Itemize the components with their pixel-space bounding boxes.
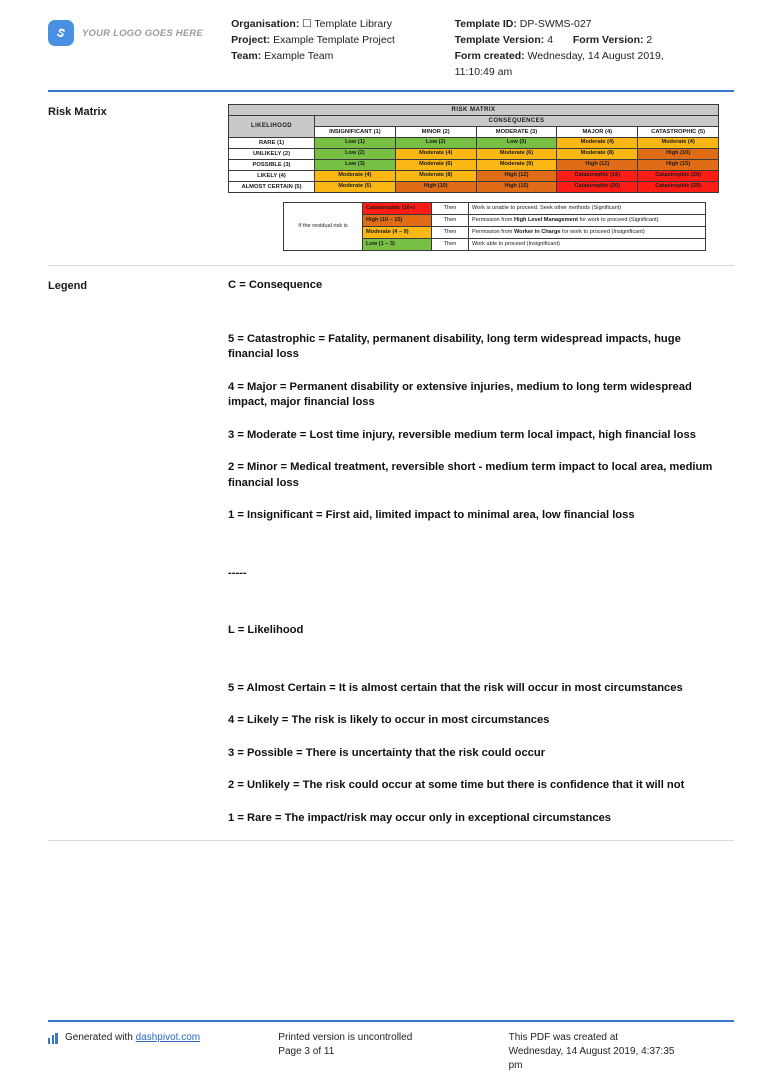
matrix-row: [229, 182, 719, 193]
residual-action-pre: Permission from: [472, 216, 514, 223]
form-created-time: 11:10:49 am: [454, 66, 513, 78]
matrix-cell: Catastrophic (25): [638, 182, 719, 193]
row-header-possible: POSSIBLE (3): [229, 160, 315, 171]
column-header-minor: MINOR (2): [395, 127, 476, 138]
residual-then: Then: [432, 239, 469, 251]
risk-matrix-table: [228, 104, 719, 193]
matrix-cell: Low (3): [315, 160, 396, 171]
matrix-cell: Catastrophic (16): [557, 171, 638, 182]
residual-band: Moderate (4 – 9): [363, 227, 432, 239]
likelihood-item-3: 3 = Possible = There is uncertainty that the risk could occur: [228, 746, 546, 759]
matrix-cell: Low (2): [395, 138, 476, 149]
template-id-label: Template ID:: [454, 18, 517, 30]
column-header-moderate: MODERATE (3): [476, 127, 557, 138]
row-header-almost-certain: ALMOST CERTAIN (5): [229, 182, 315, 193]
project-row: [231, 32, 455, 48]
project-value: Example Template Project: [273, 34, 395, 46]
likelihood-item-1: 1 = Rare = The impact/risk may occur only in exceptional circumstances: [228, 811, 612, 824]
footer-printed-block: [278, 1031, 508, 1073]
residual-action-pre: Work able to proceed (Insignificant): [472, 240, 560, 247]
form-version-value: 2: [646, 34, 653, 46]
matrix-row: [229, 171, 719, 182]
matrix-cell: High (10): [395, 182, 476, 193]
consequence-heading: C = Consequence: [228, 279, 323, 291]
matrix-cell: Moderate (8): [395, 171, 476, 182]
matrix-row: [229, 138, 719, 149]
form-created-value: Wednesday, 14 August 2019,: [527, 50, 664, 62]
matrix-cell: Low (3): [476, 138, 557, 149]
residual-action-bold: High Level Management: [513, 216, 578, 223]
likelihood-item-5: 5 = Almost Certain = It is almost certain that the risk will occur in most circumstances: [228, 681, 683, 694]
residual-action-pre: Work is unable to proceed. Seek other methods (Significant): [472, 204, 622, 211]
likelihood-header: LIKELIHOOD: [229, 116, 315, 138]
residual-side-label: If the residual risk is: [284, 203, 363, 251]
matrix-cell: Moderate (8): [557, 149, 638, 160]
matrix-title: RISK MATRIX: [229, 105, 719, 116]
legend-divider-text: -----: [228, 566, 247, 579]
risk-matrix-section-label: Risk Matrix: [48, 106, 107, 118]
matrix-cell: Moderate (4): [638, 138, 719, 149]
matrix-cell: Moderate (6): [476, 149, 557, 160]
residual-then: Then: [432, 227, 469, 239]
matrix-cell: Catastrophic (20): [557, 182, 638, 193]
residual-row: [284, 203, 706, 215]
organisation-row: [231, 16, 455, 32]
logo-placeholder-text: YOUR LOGO GOES HERE: [82, 27, 203, 39]
legend-section-label: Legend: [48, 280, 88, 292]
logo-block: [48, 16, 231, 46]
matrix-row: [229, 149, 719, 160]
team-row: [231, 48, 455, 64]
matrix-cell: Moderate (4): [395, 149, 476, 160]
footer-row: [0, 1022, 768, 1073]
column-header-catastrophic: CATASTROPHIC (5): [638, 127, 719, 138]
matrix-cell: High (10): [638, 149, 719, 160]
matrix-cell: High (15): [638, 160, 719, 171]
residual-band: Catastrophic (16+): [363, 203, 432, 215]
residual-band: High (10 – 15): [363, 215, 432, 227]
row-header-likely: LIKELY (4): [229, 171, 315, 182]
pdf-created-label: This PDF was created at: [508, 1032, 619, 1043]
template-id-value: DP-SWMS-027: [519, 18, 592, 30]
printed-uncontrolled-text: Printed version is uncontrolled: [278, 1032, 413, 1043]
residual-band: Low (1 – 3): [363, 239, 432, 251]
dashpivot-link[interactable]: dashpivot.com: [135, 1032, 201, 1043]
matrix-row: [229, 160, 719, 171]
residual-action-post: for work to proceed (Significant): [578, 216, 659, 223]
residual-risk-block: [283, 202, 734, 251]
project-label: Project:: [231, 34, 271, 46]
consequences-header: CONSEQUENCES: [315, 116, 719, 127]
likelihood-item-2: 2 = Unlikely = The risk could occur at some time but there is confidence that it will not: [228, 779, 685, 791]
residual-action: [469, 239, 706, 251]
residual-action: [469, 203, 706, 215]
section-divider-2: [48, 840, 734, 841]
footer-generated-text: [65, 1031, 200, 1045]
residual-action: [469, 227, 706, 239]
matrix-cell: High (12): [476, 171, 557, 182]
row-header-rare: RARE (1): [229, 138, 315, 149]
matrix-cell: Low (1): [315, 138, 396, 149]
consequence-item-4: 4 = Major = Permanent disability or extensive injuries, medium to long term widespread impact, major financial loss: [228, 380, 692, 408]
residual-action-post: for work to proceed (Insignificant): [560, 228, 645, 235]
residual-action: [469, 215, 706, 227]
matrix-cell: Low (2): [315, 149, 396, 160]
risk-matrix-section: [0, 92, 768, 251]
matrix-cell: Moderate (4): [557, 138, 638, 149]
consequence-item-1: 1 = Insignificant = First aid, limited impact to minimal area, low financial loss: [228, 509, 635, 521]
header-meta-left: [231, 16, 455, 64]
document-header: [0, 0, 768, 80]
matrix-cell: Moderate (5): [315, 182, 396, 193]
legend-section: [0, 266, 768, 826]
consequence-item-2: 2 = Minor = Medical treatment, reversible short - medium term impact to local area, medium financial loss: [228, 461, 713, 489]
matrix-cell: High (12): [557, 160, 638, 171]
likelihood-item-4: 4 = Likely = The risk is likely to occur in most circumstances: [228, 714, 550, 726]
template-version-value: 4: [547, 34, 554, 46]
risk-matrix-body: [228, 104, 734, 251]
row-header-unlikely: UNLIKELY (2): [229, 149, 315, 160]
organisation-value: ☐ Template Library: [302, 18, 393, 30]
matrix-title-row: [229, 105, 719, 116]
likelihood-heading: L = Likelihood: [228, 624, 304, 636]
team-label: Team:: [231, 50, 262, 62]
footer-generated-block: [48, 1031, 278, 1073]
generated-prefix: Generated with: [65, 1032, 136, 1043]
consequence-item-5: 5 = Catastrophic = Fatality, permanent disability, long term widespread impacts, huge financial loss: [228, 332, 681, 360]
matrix-cell: High (15): [476, 182, 557, 193]
legend-body: [228, 278, 734, 826]
residual-risk-table: [283, 202, 706, 251]
template-version-row: [455, 32, 734, 48]
residual-then: Then: [432, 215, 469, 227]
swirl-logo-icon: [48, 20, 74, 46]
residual-then: Then: [432, 203, 469, 215]
form-created-row: [455, 48, 734, 64]
team-value: Example Team: [264, 50, 334, 62]
residual-action-pre: Permission from: [472, 228, 514, 235]
form-version-label: Form Version:: [572, 34, 644, 46]
organisation-label: Organisation:: [231, 18, 300, 30]
template-version-label: Template Version:: [454, 34, 545, 46]
pdf-created-meridiem: pm: [508, 1060, 523, 1071]
bar-chart-icon: [48, 1033, 59, 1044]
footer-created-block: [509, 1031, 734, 1073]
template-id-row: [455, 16, 734, 32]
form-created-label: Form created:: [454, 50, 525, 62]
matrix-cell: Moderate (9): [476, 160, 557, 171]
column-header-insignificant: INSIGNIFICANT (1): [315, 127, 396, 138]
matrix-group-header-row: [229, 116, 719, 127]
page-number-text: Page 3 of 11: [278, 1046, 335, 1057]
matrix-cell: Moderate (4): [315, 171, 396, 182]
column-header-major: MAJOR (4): [557, 127, 638, 138]
document-footer: [0, 1020, 768, 1073]
matrix-cell: Moderate (6): [395, 160, 476, 171]
header-meta-right: [455, 16, 734, 80]
matrix-cell: Catastrophic (20): [638, 171, 719, 182]
pdf-created-date: Wednesday, 14 August 2019, 4:37:35: [508, 1046, 675, 1057]
residual-action-bold: Worker in Charge: [513, 228, 561, 235]
consequence-item-3: 3 = Moderate = Lost time injury, reversible medium term local impact, high financial loss: [228, 428, 696, 441]
